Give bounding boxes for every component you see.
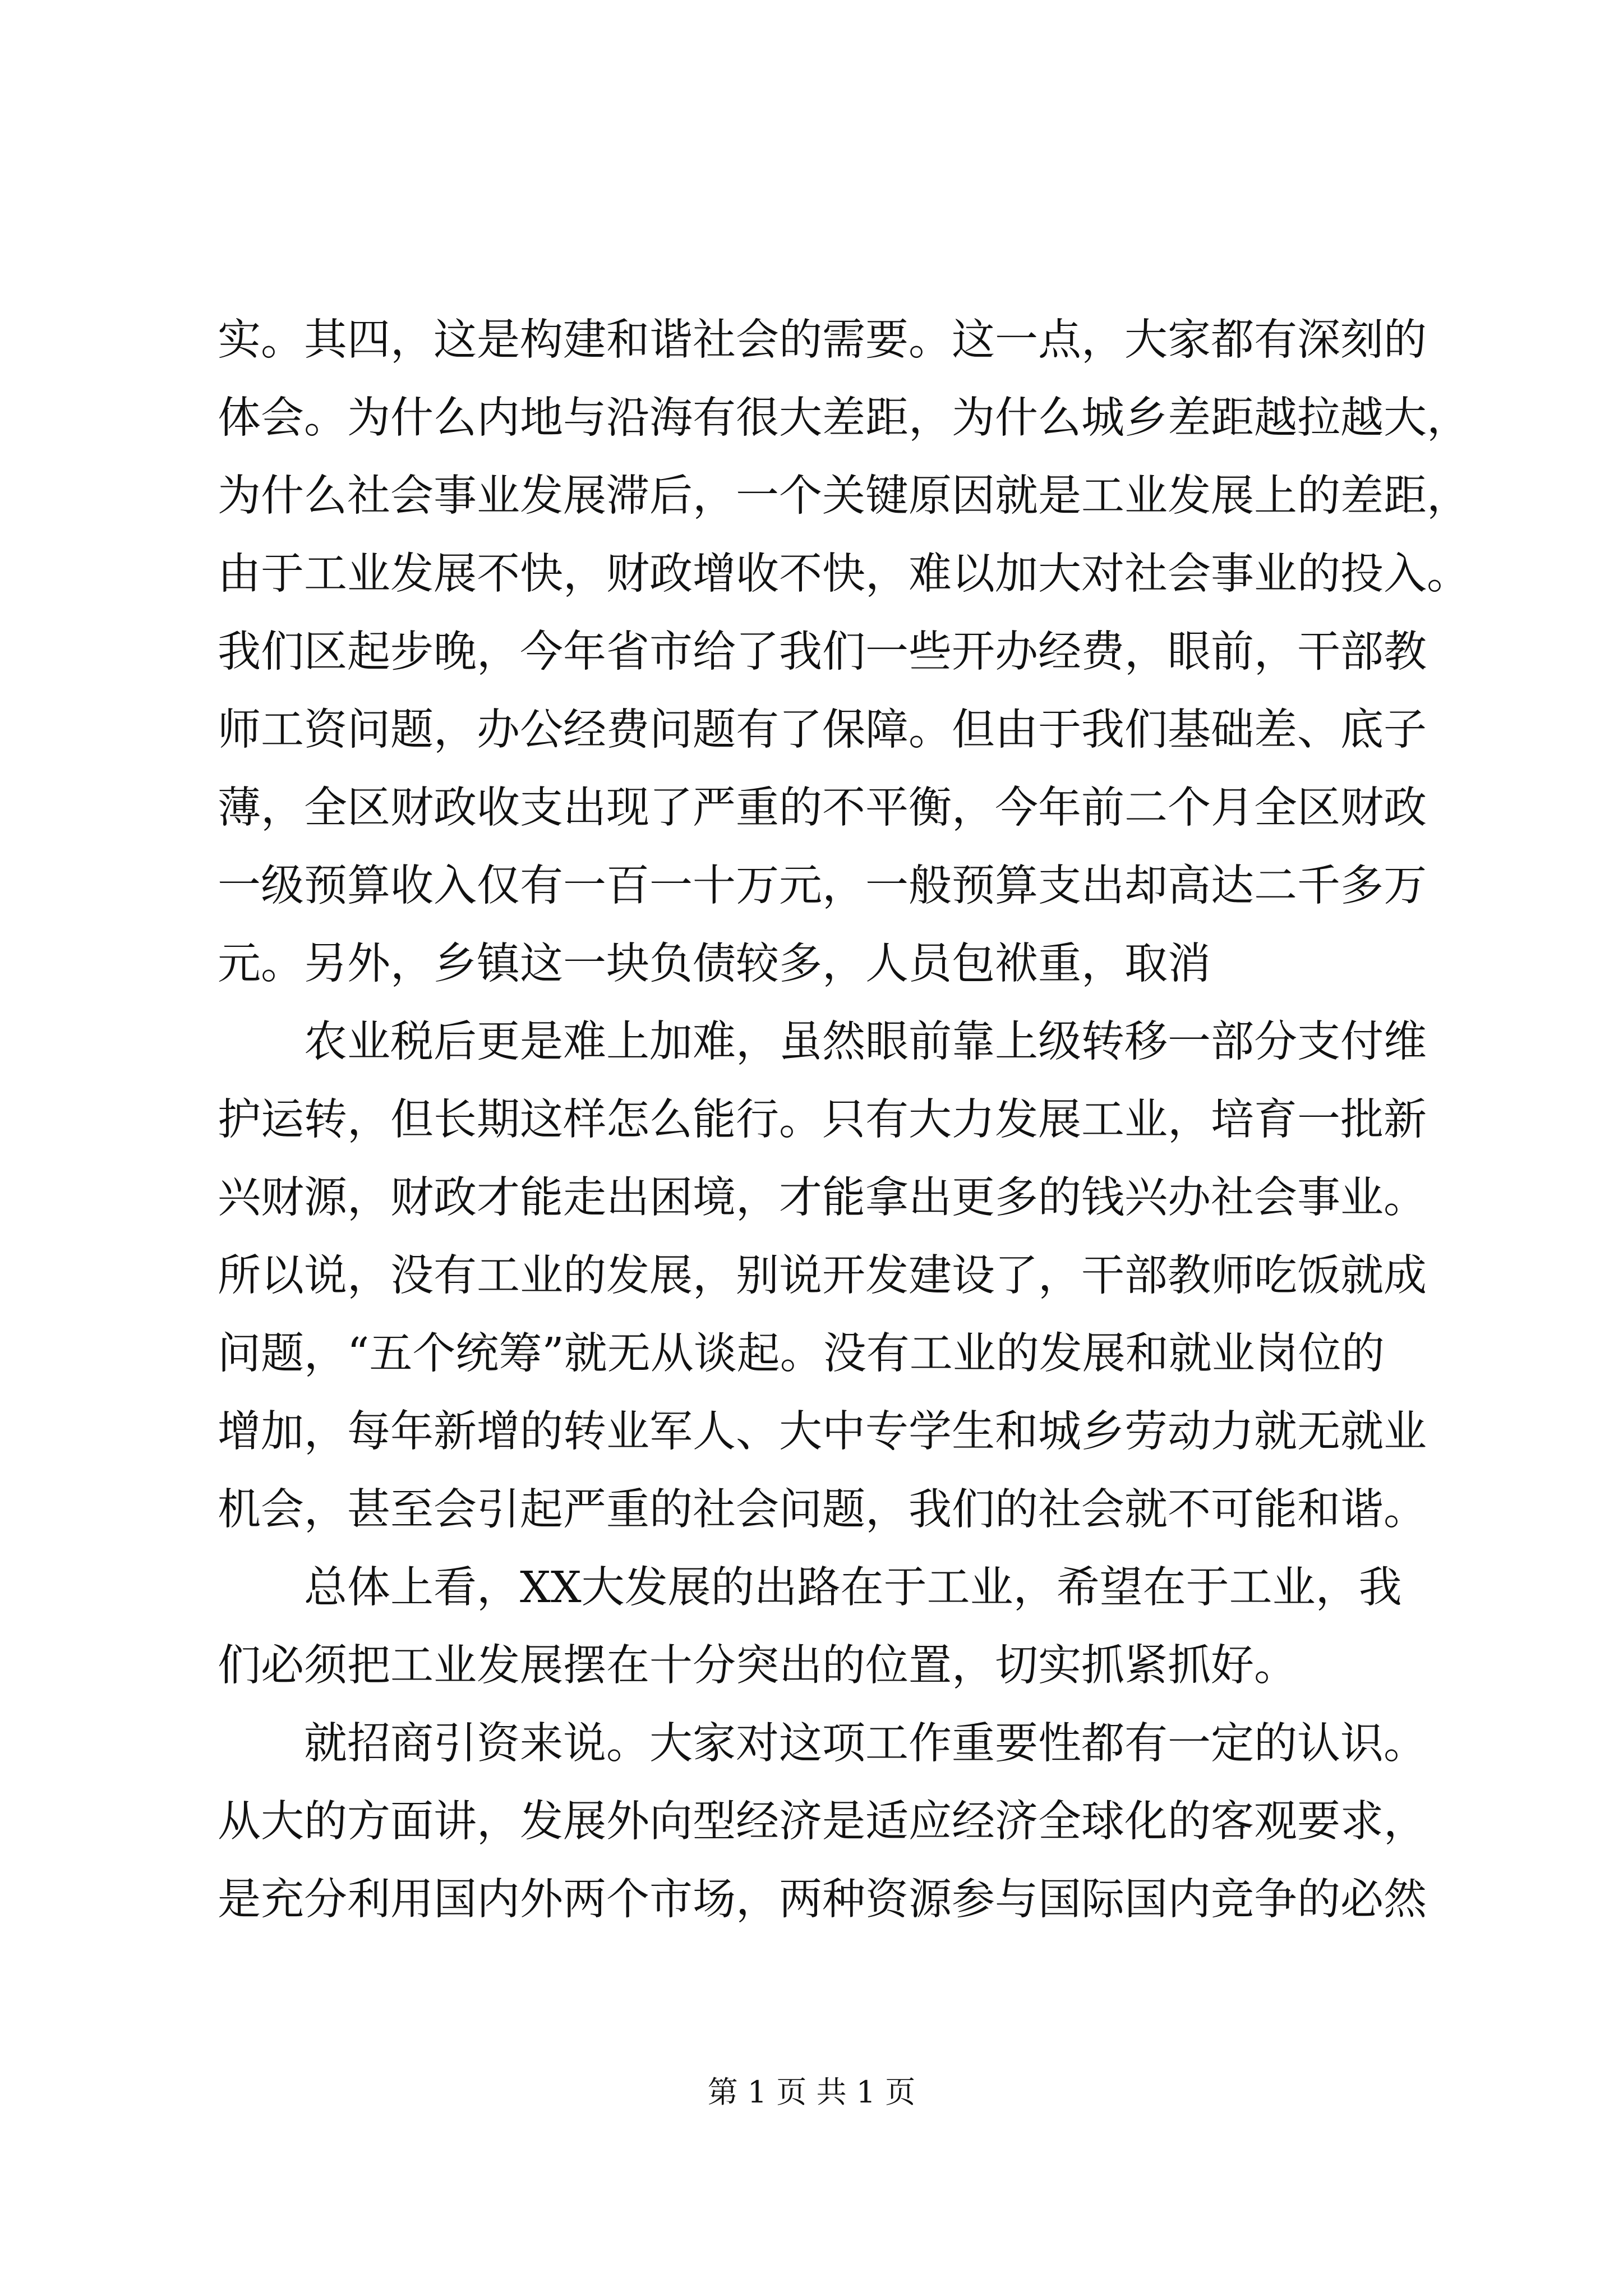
page-number-footer: 第 1 页 共 1 页 <box>707 2074 916 2110</box>
text-line: 薄，全区财政收支出现了严重的不平衡，今年前二个月全区财政 <box>218 783 1427 833</box>
text-line: 机会，甚至会引起严重的社会问题，我们的社会就不可能和谐。 <box>218 1485 1427 1535</box>
text-line: 就招商引资来说。大家对这项工作重要性都有一定的认识。 <box>218 1719 1427 1769</box>
text-line: 从大的方面讲，发展外向型经济是适应经济全球化的客观要求， <box>218 1797 1427 1847</box>
text-line: 我们区起步晚，今年省市给了我们一些开办经费，眼前，干部教 <box>218 627 1427 677</box>
text-line: 为什么社会事业发展滞后，一个关键原因就是工业发展上的差距， <box>218 471 1470 521</box>
text-line: 们必须把工业发展摆在十分突出的位置，切实抓紧抓好。 <box>218 1641 1297 1691</box>
text-line: 一级预算收入仅有一百一十万元，一般预算支出却高达二千多万 <box>218 861 1427 911</box>
text-line: 问题，“五个统筹”就无从谈起。没有工业的发展和就业岗位的 <box>218 1329 1385 1379</box>
text-line: 农业税后更是难上加难，虽然眼前靠上级转移一部分支付维 <box>218 1017 1427 1067</box>
text-line: 元。另外，乡镇这一块负债较多，人员包袱重，取消 <box>218 939 1211 989</box>
text-line: 所以说，没有工业的发展，别说开发建设了，干部教师吃饭就成 <box>218 1251 1427 1301</box>
text-line: 增加，每年新增的转业军人、大中专学生和城乡劳动力就无就业 <box>218 1407 1427 1457</box>
text-line: 体会。为什么内地与沿海有很大差距，为什么城乡差距越拉越大， <box>218 393 1470 443</box>
text-line: 兴财源，财政才能走出困境，才能拿出更多的钱兴办社会事业。 <box>218 1173 1427 1223</box>
text-line: 总体上看，XX大发展的出路在于工业，希望在于工业，我 <box>218 1563 1402 1613</box>
text-line: 护运转，但长期这样怎么能行。只有大力发展工业，培育一批新 <box>218 1095 1427 1145</box>
text-line: 师工资问题，办公经费问题有了保障。但由于我们基础差、底子 <box>218 705 1427 755</box>
text-line: 由于工业发展不快，财政增收不快，难以加大对社会事业的投入。 <box>218 549 1470 599</box>
text-line: 是充分利用国内外两个市场，两种资源参与国际国内竞争的必然 <box>218 1875 1427 1925</box>
text-line: 实。其四，这是构建和谐社会的需要。这一点，大家都有深刻的 <box>218 315 1427 365</box>
